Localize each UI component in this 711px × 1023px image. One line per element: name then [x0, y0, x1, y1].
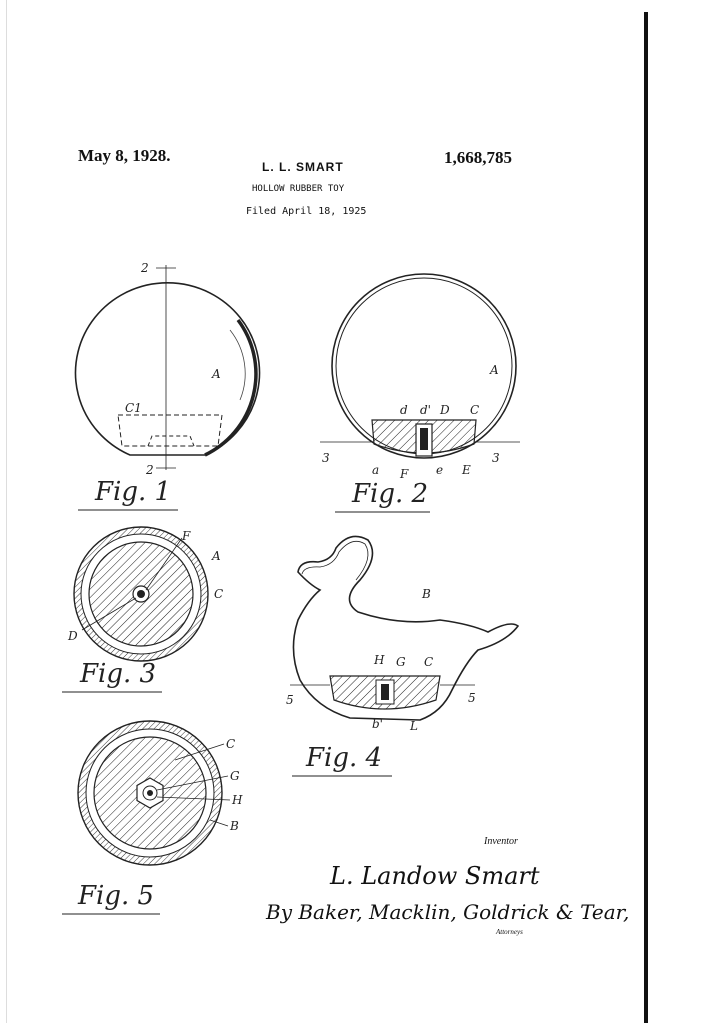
fig5-label-b: B — [230, 819, 239, 833]
fig2-label-d-cap: D — [440, 403, 450, 417]
fig2-label-d: d — [400, 403, 408, 417]
fig1-sphere-shading — [205, 320, 256, 455]
fig2-label-a: A — [490, 363, 499, 377]
fig3-label-f: F — [182, 529, 191, 543]
fig2-label-e: e — [436, 463, 444, 477]
fig2-caption: Fig. 2 — [352, 479, 429, 509]
fig2-label-e-cap: E — [462, 463, 471, 477]
fig4-caption: Fig. 4 — [306, 743, 383, 773]
fig4-label-g: G — [396, 655, 406, 669]
fig1-section-top: 2 — [141, 261, 149, 275]
fig3-caption: Fig. 3 — [80, 659, 157, 689]
figure-4 — [286, 536, 518, 776]
fig2-section-left: 3 — [322, 451, 330, 465]
inventor-caption: Inventor — [484, 836, 518, 847]
fig2-section-right: 3 — [492, 451, 500, 465]
fig1-insert-dashed — [118, 415, 222, 446]
figure-5 — [62, 721, 243, 914]
fig4-label-b: B — [422, 587, 431, 601]
fig4-label-b-prime: b' — [372, 717, 383, 731]
fig3-label-a: A — [212, 549, 221, 563]
fig5-label-c: C — [226, 737, 236, 751]
fig1-label-c1: C1 — [125, 401, 142, 415]
fig2-label-c: C — [470, 403, 480, 417]
patent-number: 1,668,785 — [444, 148, 512, 167]
fig1-label-a: A — [212, 367, 221, 381]
fig5-label-h: H — [232, 793, 243, 807]
figure-2 — [320, 274, 520, 512]
filed-date: Filed April 18, 1925 — [246, 206, 367, 217]
attorneys-signature: By Baker, Macklin, Goldrick & Tear, — [266, 900, 630, 924]
fig3-label-d: D — [68, 629, 78, 643]
fig4-label-l: L — [410, 719, 418, 733]
fig4-section-left: 5 — [286, 693, 294, 707]
fig4-section-right: 5 — [468, 691, 476, 705]
fig3-label-c: C — [214, 587, 224, 601]
patent-title: HOLLOW RUBBER TOY — [252, 184, 345, 194]
fig5-label-g: G — [230, 769, 240, 783]
figure-3 — [62, 527, 223, 692]
fig1-sphere — [76, 283, 260, 455]
fig2-label-a-small: a — [372, 463, 380, 477]
fig5-caption: Fig. 5 — [78, 881, 155, 911]
fig4-label-c: C — [424, 655, 434, 669]
fig1-section-bottom: 2 — [146, 463, 154, 477]
fig2-label-d-prime: d' — [420, 403, 431, 417]
fig2-label-f: F — [400, 467, 409, 481]
inventor-signature: L. Landow Smart — [330, 862, 540, 890]
figure-1 — [76, 261, 260, 510]
attorneys-caption: Attorneys — [496, 928, 523, 936]
patent-date: May 8, 1928. — [78, 146, 171, 165]
fig4-label-h: H — [374, 653, 385, 667]
fig1-caption: Fig. 1 — [95, 477, 172, 507]
inventor-name: L. L. SMART — [262, 160, 344, 174]
